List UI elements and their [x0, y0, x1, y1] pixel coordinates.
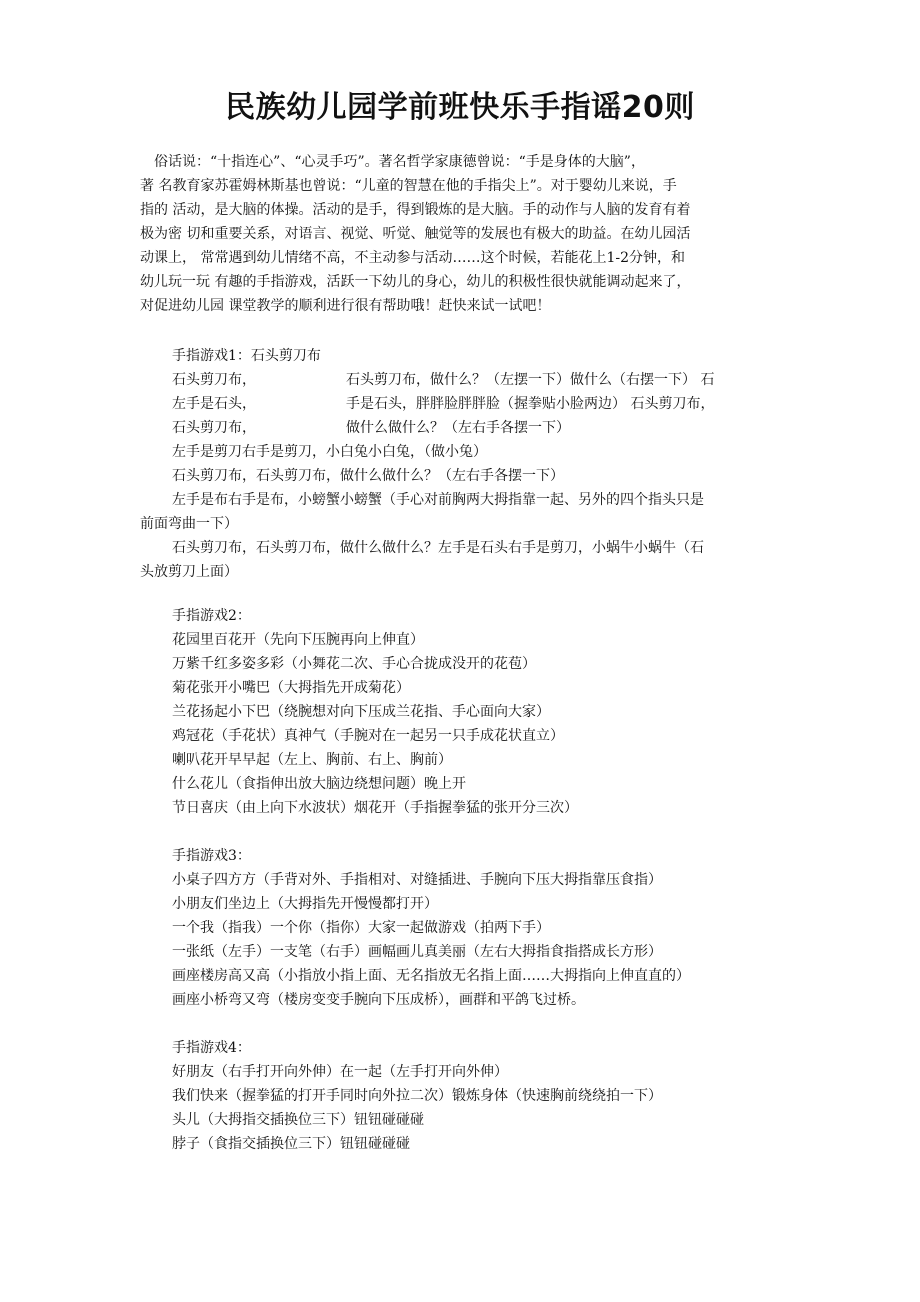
verse-row: [140, 368, 788, 392]
finger-game-2: [172, 604, 788, 820]
verse-line: 小桌子四方方（手背对外、手指相对、对缝插进、手腕向下压大拇指靠压食指）: [172, 872, 662, 888]
intro-paragraph: [140, 150, 788, 318]
intro-line: 极为密 切和重要关系，对语言、视觉、听觉、触觉等的发展也有极大的助益。在幼儿园活: [140, 226, 691, 242]
game-heading: 手指游戏1：石头剪刀布: [172, 348, 321, 364]
verse-line: 鸡冠花（手花状）真神气（手腕对在一起另一只手成花状直立）: [172, 728, 564, 744]
intro-line: 动课上， 常常遇到幼儿情绪不高，不主动参与活动……这个时候，若能花上1-2分钟，和: [140, 250, 685, 266]
verse-right: 做什么做什么？（左右手各摆一下）: [346, 420, 570, 436]
verse-line: 头儿（大拇指交插换位三下）钮钮碰碰碰: [172, 1112, 424, 1128]
verse-line: 万紫千红多姿多彩（小舞花二次、手心合拢成没开的花苞）: [172, 656, 536, 672]
game-heading: 手指游戏3：: [172, 848, 251, 864]
verse-line: 左手是布右手是布，小螃蟹小螃蟹（手心对前胸两大拇指靠一起、另外的四个指头只是: [172, 492, 704, 508]
verse-line: 喇叭花开早早起（左上、胸前、右上、胸前）: [172, 752, 452, 768]
intro-line: 幼儿玩一玩 有趣的手指游戏，活跃一下幼儿的身心，幼儿的积极性很快就能调动起来了，: [140, 274, 691, 290]
verse-line: 画座楼房高又高（小指放小指上面、无名指放无名指上面……大拇指向上伸直直的）: [172, 968, 690, 984]
intro-line: 著 名教育家苏霍姆林斯基也曾说：“儿童的智慧在他的手指尖上”。对于婴幼儿来说，手: [140, 178, 677, 194]
intro-line: 指的 活动，是大脑的体操。活动的是手，得到锻炼的是大脑。手的动作与人脑的发育有着: [140, 202, 691, 218]
verse-line: 我们快来（握拳猛的打开手同时向外拉二次）锻炼身体（快速胸前绕绕拍一下）: [172, 1088, 662, 1104]
verse-line: 脖子（食指交插换位三下）钮钮碰碰碰: [172, 1136, 410, 1152]
verse-line: 画座小桥弯又弯（楼房变变手腕向下压成桥），画群和平鸽飞过桥。: [172, 992, 585, 1008]
verse-line: 一个我（指我）一个你（指你）大家一起做游戏（拍两下手）: [172, 920, 550, 936]
verse-right: 手是石头，胖胖脸胖胖脸（握拳贴小脸两边） 石头剪刀布，: [346, 396, 715, 412]
verse-left: 石头剪刀布，: [172, 420, 256, 436]
intro-line: 俗话说：“十指连心”、“心灵手巧”。著名哲学家康德曾说：“手是身体的大脑”，: [140, 154, 645, 170]
finger-game-3: [172, 844, 788, 1012]
verse-right: 石头剪刀布，做什么？（左摆一下）做什么（右摆一下） 石: [346, 372, 715, 388]
verse-row: [140, 392, 788, 416]
verse-line: 什么花儿（食指伸出放大脑边绕想问题）晚上开: [172, 776, 466, 792]
verse-left: 石头剪刀布，: [172, 372, 256, 388]
verse-left: 左手是石头，: [172, 396, 256, 412]
verse-line: 一张纸（左手）一支笔（右手）画幅画儿真美丽（左右大拇指食指搭成长方形）: [172, 944, 662, 960]
game-heading: 手指游戏2：: [172, 608, 251, 624]
verse-line: 石头剪刀布，石头剪刀布，做什么做什么？左手是石头右手是剪刀，小蜗牛小蜗牛（石: [172, 540, 704, 556]
document-title: 民族幼儿园学前班快乐手指谣20则: [225, 90, 695, 125]
verse-line-continuation: 头放剪刀上面）: [140, 564, 238, 580]
verse-line: 左手是剪刀右手是剪刀，小白兔小白兔，（做小兔）: [172, 444, 487, 460]
verse-line: 节日喜庆（由上向下水波状）烟花开（手指握拳猛的张开分三次）: [172, 800, 578, 816]
verse-line: 花园里百花开（先向下压腕再向上伸直）: [172, 632, 424, 648]
game-heading: 手指游戏4：: [172, 1040, 251, 1056]
verse-line: 石头剪刀布，石头剪刀布，做什么做什么？（左右手各摆一下）: [172, 468, 564, 484]
intro-line: 对促进幼儿园 课堂教学的顺利进行很有帮助哦！赶快来试一试吧！: [140, 298, 551, 314]
verse-row: [140, 416, 788, 440]
verse-line: 菊花张开小嘴巴（大拇指先开成菊花）: [172, 680, 410, 696]
verse-line-continuation: 前面弯曲一下）: [140, 516, 238, 532]
finger-game-1: [140, 344, 788, 584]
verse-line: 兰花扬起小下巴（绕腕想对向下压成兰花指、手心面向大家）: [172, 704, 550, 720]
verse-line: 好朋友（右手打开向外伸）在一起（左手打开向外伸）: [172, 1064, 508, 1080]
verse-line: 小朋友们坐边上（大拇指先开慢慢都打开）: [172, 896, 438, 912]
finger-game-4: [172, 1036, 788, 1156]
